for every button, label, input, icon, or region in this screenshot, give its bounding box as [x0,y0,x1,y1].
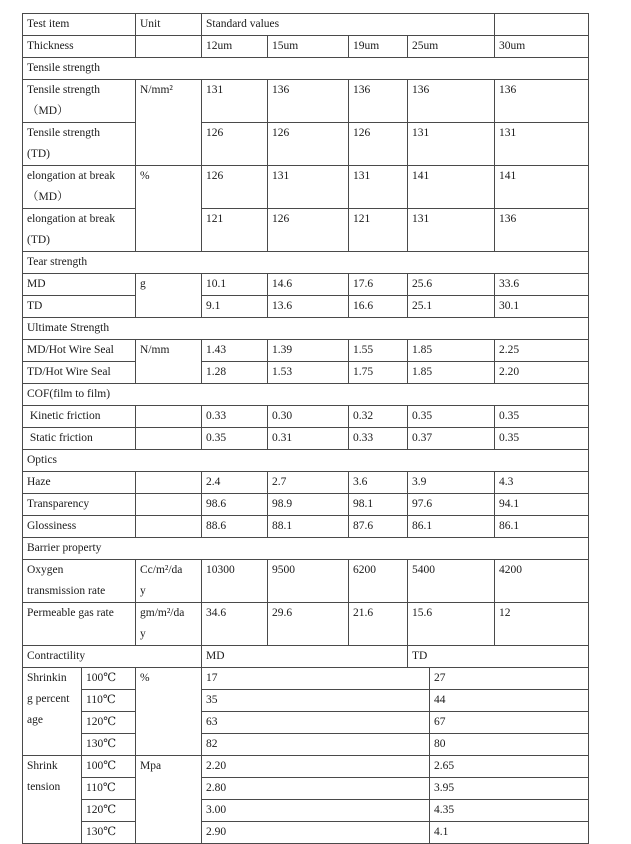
shrink-percent-label: Shrinkin g percent age [23,668,82,756]
unit-cell [136,516,202,538]
value-cell: 2.20 [202,756,430,778]
value-cell: 136 [268,80,349,123]
table-row [23,209,589,252]
value-cell: 0.33 [349,428,408,450]
table-row [23,603,589,646]
value-cell: 131 [202,80,268,123]
temperature-cell: 110℃ [82,690,136,712]
value-cell: 2.25 [495,340,589,362]
value-cell: 0.32 [349,406,408,428]
table-row [23,756,589,778]
table-row [23,362,589,384]
temperature-cell: 100℃ [82,668,136,690]
contractility-row [23,646,589,668]
value-cell: 2.65 [430,756,589,778]
value-cell: 141 [495,166,589,209]
unit-cell [136,494,202,516]
value-cell: 3.95 [430,778,589,800]
temperature-cell: 120℃ [82,712,136,734]
elongation-td-label: elongation at break (TD) [23,209,136,252]
value-cell: 131 [495,123,589,166]
value-cell: 0.37 [408,428,495,450]
table-row [23,822,589,844]
value-cell: 25.1 [408,296,495,318]
section-row [23,384,589,406]
glossiness-label: Glossiness [23,516,136,538]
value-cell: 4200 [495,560,589,603]
header-row [23,14,589,36]
section-row [23,318,589,340]
thickness-value: 15um [268,36,349,58]
shrink-percent-unit: % [136,668,202,756]
value-cell: 0.35 [202,428,268,450]
tensile-md-label: Tensile strength （MD） [23,80,136,123]
tensile-td-label: Tensile strength (TD) [23,123,136,166]
section-row [23,58,589,80]
thickness-unit [136,36,202,58]
table-row [23,778,589,800]
header-unit: Unit [136,14,202,36]
value-cell: 4.3 [495,472,589,494]
contractility-label: Contractility [23,646,202,668]
value-cell: 136 [495,80,589,123]
shrink-tension-label: Shrink tension [23,756,82,844]
unit-cell [136,428,202,450]
value-cell: 25.6 [408,274,495,296]
value-cell: 3.9 [408,472,495,494]
value-cell: 80 [430,734,589,756]
specification-table [22,13,589,844]
value-cell: 13.6 [268,296,349,318]
value-cell: 1.39 [268,340,349,362]
value-cell: 16.6 [349,296,408,318]
value-cell: 86.1 [408,516,495,538]
table-row [23,166,589,209]
table-row [23,800,589,822]
ultimate-td-label: TD/Hot Wire Seal [23,362,136,384]
gas-rate-unit: gm/m²/da y [136,603,202,646]
section-optics: Optics [23,450,589,472]
table-row [23,123,589,166]
value-cell: 10.1 [202,274,268,296]
tensile-unit: N/mm² [136,80,202,166]
transparency-label: Transparency [23,494,136,516]
value-cell: 136 [495,209,589,252]
value-cell: 3.00 [202,800,430,822]
value-cell: 67 [430,712,589,734]
value-cell: 1.85 [408,340,495,362]
value-cell: 15.6 [408,603,495,646]
section-cof: COF(film to film) [23,384,589,406]
section-row [23,450,589,472]
value-cell: 9.1 [202,296,268,318]
value-cell: 82 [202,734,430,756]
thickness-value: 25um [408,36,495,58]
value-cell: 2.80 [202,778,430,800]
value-cell: 1.53 [268,362,349,384]
value-cell: 34.6 [202,603,268,646]
value-cell: 14.6 [268,274,349,296]
static-friction-label: Static friction [23,428,136,450]
value-cell: 94.1 [495,494,589,516]
value-cell: 87.6 [349,516,408,538]
value-cell: 126 [202,123,268,166]
tear-unit: g [136,274,202,318]
value-cell: 1.28 [202,362,268,384]
value-cell: 17.6 [349,274,408,296]
table-row [23,80,589,123]
value-cell: 131 [408,209,495,252]
shrink-tension-unit: Mpa [136,756,202,844]
section-row [23,538,589,560]
tear-md-label: MD [23,274,136,296]
value-cell: 1.75 [349,362,408,384]
ultimate-unit: N/mm [136,340,202,384]
thickness-label: Thickness [23,36,136,58]
header-blank [495,14,589,36]
value-cell: 141 [408,166,495,209]
header-test-item: Test item [23,14,136,36]
value-cell: 126 [268,123,349,166]
value-cell: 126 [349,123,408,166]
value-cell: 126 [268,209,349,252]
gas-rate-label: Permeable gas rate [23,603,136,646]
section-barrier-property: Barrier property [23,538,589,560]
thickness-value: 19um [349,36,408,58]
unit-cell [136,406,202,428]
section-tear-strength: Tear strength [23,252,589,274]
value-cell: 9500 [268,560,349,603]
elongation-md-label: elongation at break （MD） [23,166,136,209]
section-ultimate-strength: Ultimate Strength [23,318,589,340]
table-row [23,712,589,734]
contractility-td-header: TD [408,646,589,668]
table-row [23,668,589,690]
value-cell: 30.1 [495,296,589,318]
value-cell: 0.35 [495,428,589,450]
value-cell: 21.6 [349,603,408,646]
ultimate-md-label: MD/Hot Wire Seal [23,340,136,362]
value-cell: 136 [408,80,495,123]
table-row [23,516,589,538]
value-cell: 4.1 [430,822,589,844]
table-row [23,428,589,450]
value-cell: 97.6 [408,494,495,516]
value-cell: 88.6 [202,516,268,538]
temperature-cell: 100℃ [82,756,136,778]
value-cell: 10300 [202,560,268,603]
temperature-cell: 130℃ [82,822,136,844]
thickness-value: 12um [202,36,268,58]
table-row [23,560,589,603]
value-cell: 3.6 [349,472,408,494]
value-cell: 2.7 [268,472,349,494]
value-cell: 98.6 [202,494,268,516]
value-cell: 6200 [349,560,408,603]
value-cell: 0.35 [408,406,495,428]
value-cell: 121 [202,209,268,252]
value-cell: 29.6 [268,603,349,646]
table-row [23,734,589,756]
value-cell: 35 [202,690,430,712]
value-cell: 63 [202,712,430,734]
section-tensile-strength: Tensile strength [23,58,589,80]
value-cell: 1.43 [202,340,268,362]
value-cell: 136 [349,80,408,123]
table-row [23,406,589,428]
value-cell: 98.1 [349,494,408,516]
haze-label: Haze [23,472,136,494]
value-cell: 1.55 [349,340,408,362]
value-cell: 88.1 [268,516,349,538]
value-cell: 5400 [408,560,495,603]
value-cell: 27 [430,668,589,690]
table-row [23,340,589,362]
oxygen-label: Oxygen transmission rate [23,560,136,603]
section-row [23,252,589,274]
table-row [23,690,589,712]
thickness-value: 30um [495,36,589,58]
value-cell: 0.31 [268,428,349,450]
value-cell: 131 [268,166,349,209]
kinetic-friction-label: Kinetic friction [23,406,136,428]
value-cell: 0.30 [268,406,349,428]
value-cell: 4.35 [430,800,589,822]
value-cell: 121 [349,209,408,252]
table-row [23,296,589,318]
thickness-row [23,36,589,58]
contractility-md-header: MD [202,646,408,668]
value-cell: 126 [202,166,268,209]
header-standard-values: Standard values [202,14,495,36]
value-cell: 98.9 [268,494,349,516]
temperature-cell: 130℃ [82,734,136,756]
temperature-cell: 110℃ [82,778,136,800]
temperature-cell: 120℃ [82,800,136,822]
tear-td-label: TD [23,296,136,318]
value-cell: 86.1 [495,516,589,538]
table-row [23,274,589,296]
value-cell: 33.6 [495,274,589,296]
value-cell: 2.20 [495,362,589,384]
value-cell: 131 [408,123,495,166]
value-cell: 0.35 [495,406,589,428]
value-cell: 131 [349,166,408,209]
value-cell: 2.90 [202,822,430,844]
unit-cell [136,472,202,494]
table-row [23,472,589,494]
value-cell: 12 [495,603,589,646]
value-cell: 1.85 [408,362,495,384]
value-cell: 44 [430,690,589,712]
table-row [23,494,589,516]
value-cell: 0.33 [202,406,268,428]
value-cell: 2.4 [202,472,268,494]
elongation-unit: % [136,166,202,252]
value-cell: 17 [202,668,430,690]
oxygen-unit: Cc/m²/da y [136,560,202,603]
